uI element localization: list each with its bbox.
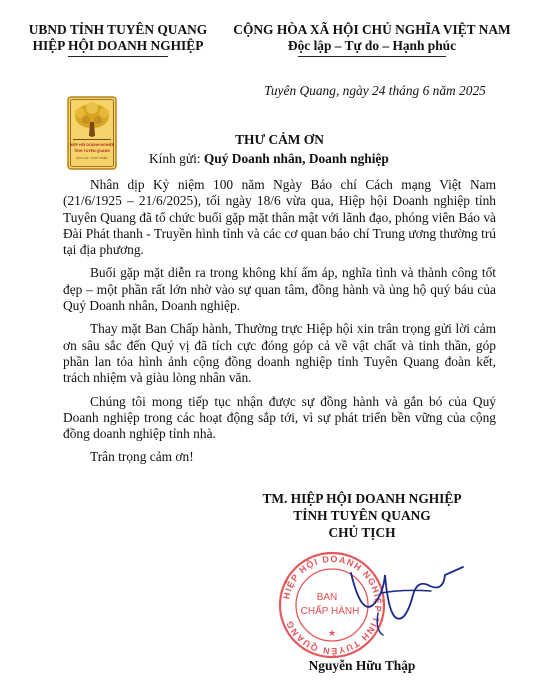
- handwritten-signature: [333, 555, 483, 645]
- signature-org-line1: TM. HIỆP HỘI DOANH NGHIỆP: [262, 491, 462, 506]
- seal-center-line2: CHẤP HÀNH: [300, 606, 360, 617]
- org-province: UBND TỈNH TUYÊN QUANG: [28, 22, 208, 37]
- org-name: HIỆP HỘI DOANH NGHIỆP: [32, 38, 204, 53]
- body-paragraph: Thay mặt Ban Chấp hành, Thường trực Hiệp hội xin trân trọng gửi lời cảm ơn sâu sắc đến Quý vị đã tích cực đóng góp cả về vật chất và tinh thần, góp phần lan tỏa hình ảnh cộng đồng doanh nghiệp tỉnh Tuyên Quang đoàn kết, trách nhiệm và giàu lòng nhân văn.: [63, 321, 496, 386]
- body-paragraph: Buổi gặp mặt diễn ra trong không khí ấm áp, nghĩa tình và thành công tốt đẹp – một phần rất lớn nhờ vào sự quan tâm, đồng hành và ủng hộ quý báu của Quý Doanh nhân, Doanh nghiệp.: [63, 265, 496, 314]
- org-underline: [68, 56, 168, 57]
- national-motto: Độc lập – Tự do – Hạnh phúc: [287, 38, 457, 53]
- signer-name: Nguyễn Hữu Thập: [308, 658, 416, 673]
- org-header: [18, 22, 218, 54]
- signature-role: CHỦ TỊCH: [328, 525, 396, 540]
- body-paragraph: Nhân dịp Kỷ niệm 100 năm Ngày Báo chí Cách mạng Việt Nam (21/6/1925 – 21/6/2025), tối ngày 18/6 vừa qua, Hiệp hội Doanh nghiệp tỉnh Tuyên Quang đã tổ chức buổi gặp mặt thân mật với lãnh đạo, phóng viên Báo và Đài Phát thanh - Truyền hình tỉnh và các cơ quan báo chí Trung ương thường trú tại địa phương.: [63, 177, 496, 258]
- svg-text:★: ★: [327, 628, 337, 638]
- logo-text-line1: HIỆP HỘI DOANH NGHIỆP: [69, 143, 115, 147]
- signature-scribble-icon: [333, 555, 483, 645]
- seal-ring-text: HIỆP HỘI DOANH NGHIỆP TỈNH TUYÊN QUANG: [281, 553, 384, 657]
- letter-title: THƯ CẢM ƠN: [235, 132, 324, 147]
- logo-text-line2: TỈNH TUYÊN QUANG: [74, 149, 110, 153]
- body-paragraph: Chúng tôi mong tiếp tục nhận được sự đồng hành và gắn bó của Quý Doanh nghiệp trong các hoạt động sắp tới, vì sự phát triển bền vững của cộng đồng doanh nghiệp tỉnh nhà.: [63, 393, 496, 442]
- letter-body: [63, 177, 496, 473]
- seal-center-line1: BAN: [316, 592, 338, 603]
- closing-line: Trân trọng cảm ơn!: [90, 449, 194, 465]
- recipient-prefix: Kính gửi:: [149, 151, 204, 166]
- signature-block: [262, 490, 462, 541]
- date-line: Tuyên Quang, ngày 24 tháng 6 năm 2025: [264, 83, 486, 98]
- logo-text-line3: ĐỘC LẬP - PHÁT TRIỂN: [76, 156, 108, 160]
- national-header: [222, 22, 522, 54]
- national-title: CỘNG HÒA XÃ HỘI CHỦ NGHĨA VIỆT NAM: [233, 22, 511, 37]
- recipient-line: [149, 151, 389, 167]
- motto-underline: [298, 56, 446, 57]
- signature-org-line2: TỈNH TUYÊN QUANG: [293, 508, 431, 523]
- recipient-name: Quý Doanh nhân, Doanh nghiệp: [203, 151, 389, 166]
